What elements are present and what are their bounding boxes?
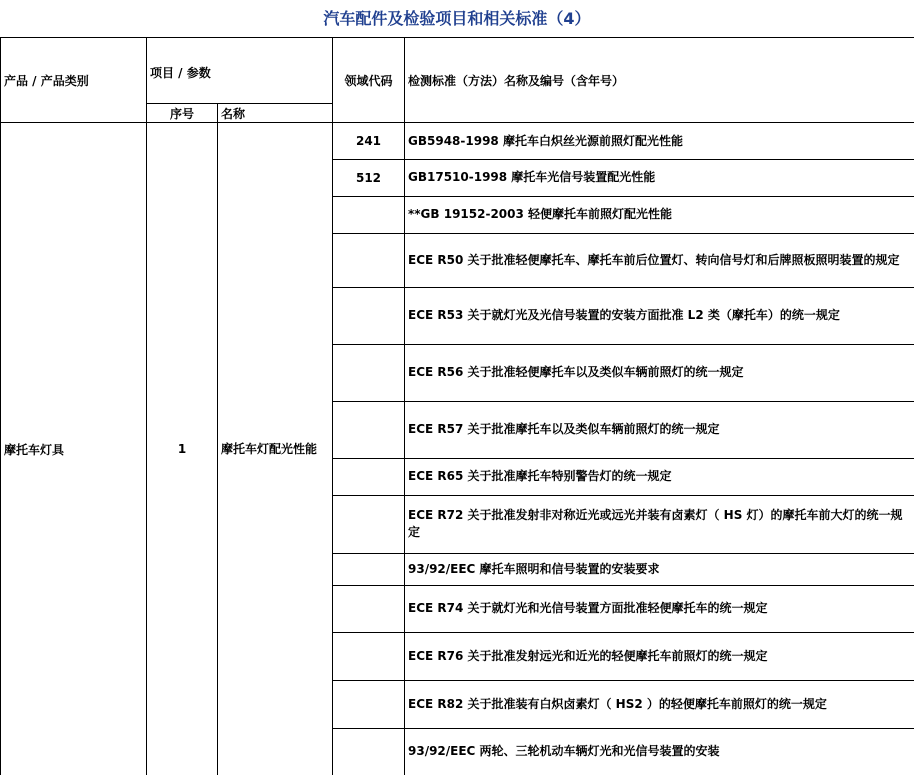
header-item-param: 项目 / 参数 — [150, 66, 211, 80]
domain-code-cell — [333, 495, 404, 553]
standard-cell: 93/92/EEC 两轮、三轮机动车辆灯光和光信号装置的安装 — [408, 744, 720, 758]
domain-code-cell — [333, 233, 404, 287]
standard-cell: ECE R65 关于批准摩托车特别警告灯的统一规定 — [408, 469, 672, 483]
domain-code-cell — [333, 401, 404, 458]
standard-cell: GB17510-1998 摩托车光信号装置配光性能 — [408, 170, 656, 184]
standard-cell: ECE R50 关于批准轻便摩托车、摩托车前后位置灯、转向信号灯和后牌照板照明装置的规定 — [408, 252, 900, 267]
domain-code-cell — [333, 632, 404, 680]
standard-cell: ECE R53 关于就灯光及光信号装置的安装方面批准 L2 类（摩托车）的统一规定 — [408, 308, 840, 322]
standard-cell: GB5948-1998 摩托车白炽丝光源前照灯配光性能 — [408, 133, 683, 148]
product-category-cell: 摩托车灯具 — [4, 442, 65, 457]
table-left-border — [0, 37, 1, 775]
domain-code-cell — [333, 728, 404, 775]
domain-code-cell — [333, 458, 404, 495]
domain-code-cell — [333, 680, 404, 728]
domain-code-cell — [333, 196, 404, 233]
domain-code-cell: 241 — [355, 134, 382, 148]
header-domain-code: 领域代码 — [344, 73, 393, 88]
domain-code-cell — [333, 344, 404, 401]
header-name: 名称 — [221, 106, 246, 121]
item-name-cell: 摩托车灯配光性能 — [221, 442, 318, 456]
standard-cell: **GB 19152-2003 轻便摩托车前照灯配光性能 — [408, 207, 673, 221]
domain-code-cell — [333, 585, 404, 632]
seq-cell: 1 — [177, 442, 187, 456]
domain-code-cell: 512 — [355, 170, 382, 185]
col-divider-2 — [217, 103, 218, 775]
header-product-category: 产品 / 产品类别 — [4, 73, 89, 88]
header-standard: 检测标准（方法）名称及编号（含年号） — [408, 73, 625, 88]
standard-cell: 93/92/EEC 摩托车照明和信号装置的安装要求 — [408, 561, 660, 576]
domain-code-cell — [333, 553, 404, 585]
standard-cell: ECE R76 关于批准发射远光和近光的轻便摩托车前照灯的统一规定 — [408, 648, 768, 663]
standard-cell: ECE R72 关于批准发射非对称近光或远光并装有卤素灯（ HS 灯）的摩托车前大灯的统一规定 — [408, 508, 903, 539]
standard-cell: ECE R82 关于批准装有白炽卤素灯（ HS2 ）的轻便摩托车前照灯的统一规定 — [408, 696, 827, 711]
domain-code-cell — [333, 287, 404, 344]
standard-cell: ECE R56 关于批准轻便摩托车以及类似车辆前照灯的统一规定 — [408, 365, 744, 379]
standard-cell: ECE R57 关于批准摩托车以及类似车辆前照灯的统一规定 — [408, 422, 720, 436]
page-title: 汽车配件及检验项目和相关标准（4） — [323, 9, 591, 28]
header-seq: 序号 — [169, 106, 194, 121]
standard-cell: ECE R74 关于就灯光和光信号装置方面批准轻便摩托车的统一规定 — [408, 601, 768, 615]
